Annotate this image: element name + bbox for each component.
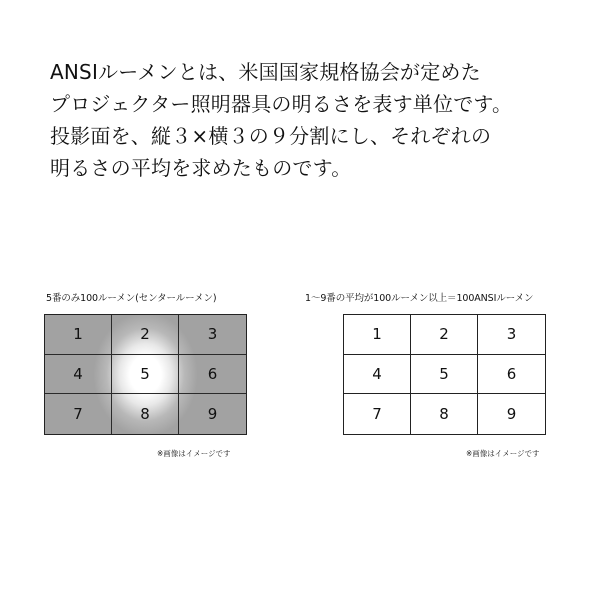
right-panel-note: ※画像はイメージです (466, 449, 540, 458)
grid-cell-9: 9 (207, 405, 218, 424)
grid-cell-5: 5 (112, 355, 179, 395)
grid-cell-4: 4 (344, 355, 411, 395)
intro-line-2: プロジェクター照明器具の明るさを表す単位です。 (50, 92, 513, 116)
grid-cell-4: 4 (45, 355, 112, 395)
intro-line-3: 投影面を、縦３×横３の９分割にし、それぞれの (50, 124, 492, 148)
intro-line-4: 明るさの平均を求めたものです。 (50, 156, 352, 180)
right-panel-caption: 1～9番の平均が100ルーメン以上＝100ANSIルーメン (305, 293, 534, 304)
grid-cell-1: 1 (344, 315, 411, 355)
grid-cell-1: 1 (45, 315, 112, 355)
grid-cell-2: 2 (411, 315, 478, 355)
intro-line-1: ANSIルーメンとは、米国国家規格協会が定めた (50, 60, 481, 84)
grid-cell-5: 5 (411, 355, 478, 395)
grid-cell-6: 6 (179, 355, 246, 395)
grid-cell-8: 8 (112, 394, 179, 434)
grid-cell-3: 3 (478, 315, 545, 355)
grid-cell-7: 7 (45, 394, 112, 434)
intro-text (50, 56, 580, 184)
grid-cell-6: 6 (478, 355, 545, 395)
center-lumen-grid (44, 314, 247, 435)
grid-cell-9: 9 (506, 405, 517, 424)
left-panel-caption: 5番のみ100ルーメン(センタールーメン) (46, 293, 217, 304)
grid-cell-8: 8 (411, 394, 478, 434)
grid-cell-3: 3 (179, 315, 246, 355)
ansi-lumen-grid (343, 314, 546, 435)
grid-cell-2: 2 (112, 315, 179, 355)
left-panel-note: ※画像はイメージです (157, 449, 231, 458)
grid-cell-7: 7 (344, 394, 411, 434)
